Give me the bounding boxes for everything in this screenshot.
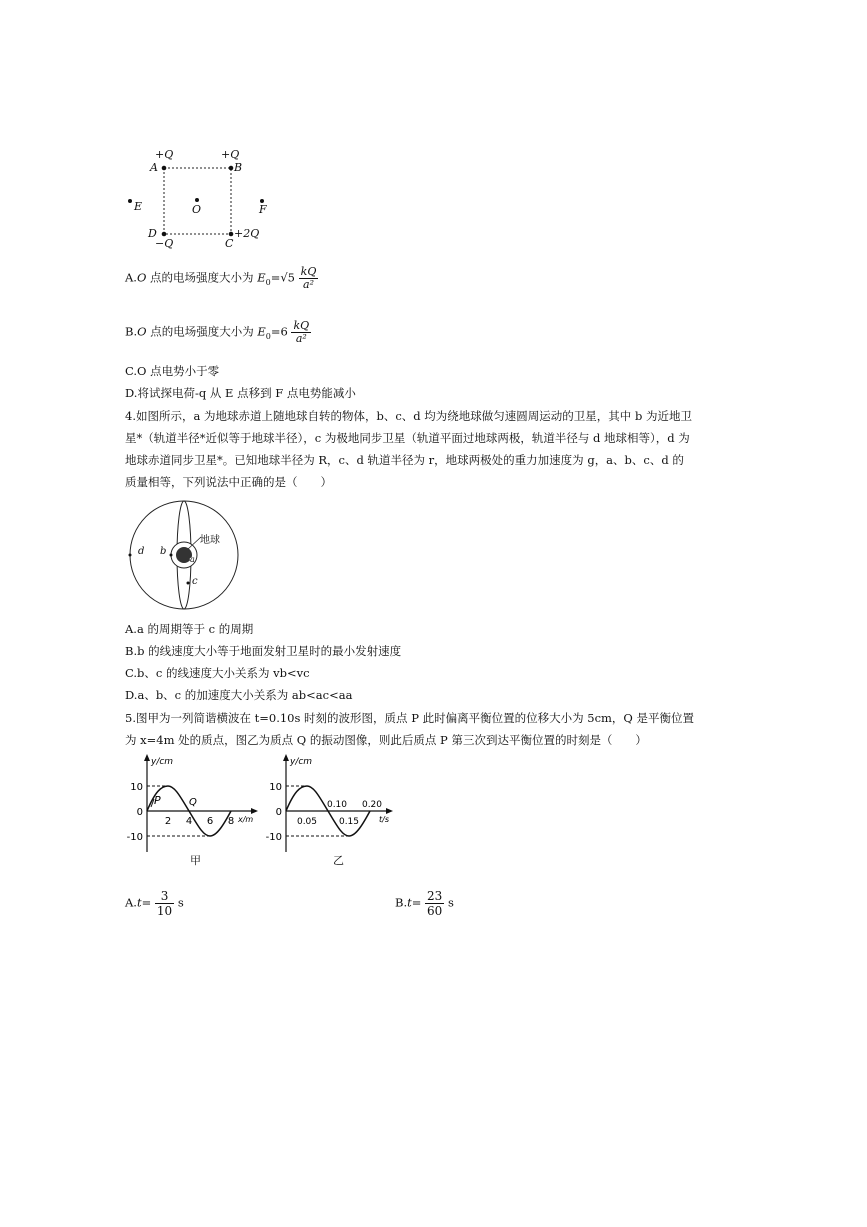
q4-option-a[interactable]: A.a 的周期等于 c 的周期 bbox=[125, 622, 254, 636]
tick-y-neg10: -10 bbox=[265, 832, 282, 843]
label-earth: 地球 bbox=[200, 535, 220, 546]
point-C bbox=[229, 232, 234, 237]
tick-x-4: 4 bbox=[185, 816, 193, 827]
y-axis-label: y/cm bbox=[151, 757, 174, 767]
x-axis-label: x/m bbox=[238, 815, 254, 824]
caption-jia: 甲 bbox=[190, 854, 201, 867]
label-obj-a: a bbox=[190, 555, 195, 564]
caption-yi: 乙 bbox=[333, 854, 344, 867]
satellite-d bbox=[129, 554, 132, 557]
charge-label-D: −Q bbox=[155, 237, 174, 250]
label-E: E bbox=[134, 200, 143, 213]
wave-graph-jia bbox=[125, 752, 265, 862]
q5-stem: 5.图甲为一列简谐横波在 t=0.10s 时刻的波形图，质点 P 此时偏离平衡位置的位移大小为 5cm，Q 是平衡位置为 x=4m 处的质点，图乙为质点 Q 的振动图像，则此后质点 P 第三次到达平衡位置的时刻是（ ） bbox=[125, 711, 694, 747]
q3-option-d[interactable]: D.将试探电荷-q 从 E 点移到 F 点电势能减小 bbox=[125, 386, 356, 400]
tick-x-2: 2 bbox=[164, 816, 172, 827]
label-B: B bbox=[234, 161, 243, 174]
fraction: $\frac{23}{60}$ bbox=[427, 889, 443, 918]
label-O: O bbox=[192, 203, 202, 216]
point-B bbox=[229, 166, 234, 171]
y-axis-arrow bbox=[144, 754, 150, 761]
tick-t-0.15: 0.15 bbox=[338, 817, 360, 827]
q5-option-b[interactable]: B.t= $\frac{23}{60}$ s bbox=[395, 889, 454, 918]
label-A: A bbox=[150, 161, 158, 174]
label-D: D bbox=[148, 227, 157, 240]
charge-label-A: +Q bbox=[155, 148, 174, 161]
q4-option-d[interactable]: D.a、b、c 的加速度大小关系为 ab<ac<aa bbox=[125, 688, 353, 702]
fraction: $\frac{kQ}{\text{a²}}$ bbox=[293, 319, 310, 345]
satellite-c bbox=[187, 582, 190, 585]
satellite-orbit-figure bbox=[125, 500, 245, 615]
point-A bbox=[162, 166, 167, 171]
x-axis-arrow bbox=[386, 808, 393, 814]
q4-option-c[interactable]: C.b、c 的线速度大小关系为 vb<vc bbox=[125, 666, 310, 680]
satellite-b bbox=[170, 554, 173, 557]
tick-t-0.10: 0.10 bbox=[326, 800, 348, 810]
point-D bbox=[162, 232, 167, 237]
x-axis-arrow bbox=[251, 808, 258, 814]
q4-stem: 4.如图所示，a 为地球赤道上随地球自转的物体，b、c、d 均为绕地球做匀速圆周运动的卫星，其中 b 为近地卫星*（轨道半径*近似等于地球半径），c 为极地同步卫星（轨道平面过地球两极，轨道半径与 d 地球相等），d 为地球赤道同步卫星*。已知地球半径为 R，c、d 轨道半径为 r，地球两极处的重力加速度为 g，a、b、c、d 的质量相等，下列说法中正确的是（ ） bbox=[125, 409, 692, 489]
tick-y-0: 0 bbox=[275, 807, 282, 818]
point-O bbox=[195, 198, 199, 202]
label-C: C bbox=[225, 237, 234, 250]
q3-option-a[interactable]: A.O 点的电场强度大小为 $E_0=√5$ $\frac{kQ}{\text{a²}}$ bbox=[125, 265, 317, 291]
charge-label-B: +Q bbox=[221, 148, 240, 161]
point-E bbox=[128, 199, 132, 203]
label-sat-c: c bbox=[192, 576, 198, 587]
tick-t-0.20: 0.20 bbox=[361, 800, 383, 810]
q4-option-b[interactable]: B.b 的线速度大小等于地面发射卫星时的最小发射速度 bbox=[125, 644, 402, 658]
tick-t-0.05: 0.05 bbox=[296, 817, 318, 827]
y-axis-arrow bbox=[283, 754, 289, 761]
label-F: F bbox=[259, 203, 267, 216]
label-sat-d: d bbox=[138, 546, 145, 557]
tick-y-10: 10 bbox=[130, 782, 143, 793]
q5-option-a[interactable]: A.t= $\frac{3}{10}$ s bbox=[125, 889, 184, 918]
label-sat-b: b bbox=[160, 546, 167, 557]
tick-y-0: 0 bbox=[136, 807, 143, 818]
q3-option-c[interactable]: C.O 点电势小于零 bbox=[125, 364, 220, 378]
tick-x-6: 6 bbox=[206, 816, 214, 827]
y-axis-label: y/cm bbox=[290, 757, 313, 767]
tick-y-10: 10 bbox=[269, 782, 282, 793]
tick-y-neg10: -10 bbox=[126, 832, 143, 843]
fraction: $\frac{3}{10}$ bbox=[156, 889, 173, 918]
x-axis-label: t/s bbox=[379, 815, 389, 824]
vibration-graph-yi bbox=[264, 752, 404, 862]
charge-label-C: +2Q bbox=[234, 227, 260, 240]
label-P: P bbox=[154, 794, 161, 807]
label-Q: Q bbox=[189, 797, 197, 808]
tick-x-8: 8 bbox=[227, 816, 235, 827]
fraction: $\frac{kQ}{\text{a²}}$ bbox=[300, 265, 317, 291]
q3-option-b[interactable]: B.O 点的电场强度大小为 $E_0=6$ $\frac{kQ}{\text{a²}}$ bbox=[125, 319, 310, 345]
